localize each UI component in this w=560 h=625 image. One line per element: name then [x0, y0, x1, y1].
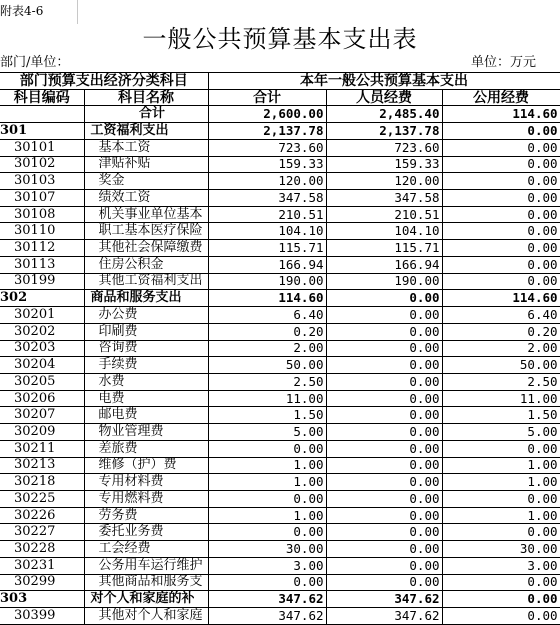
- code-cell: 30108: [0, 206, 84, 223]
- header-code: 科目编码: [0, 89, 84, 106]
- total-cell: 1.00: [208, 507, 326, 524]
- total-cell: 3.00: [208, 557, 326, 574]
- code-cell: 30204: [0, 357, 84, 374]
- code-cell: 30211: [0, 440, 84, 457]
- personnel-cell: 0.00: [326, 474, 442, 491]
- table-row: [0, 156, 560, 173]
- table-row: [0, 557, 560, 574]
- personnel-cell: 0.00: [326, 490, 442, 507]
- personnel-cell: 159.33: [326, 156, 442, 173]
- category-row: [0, 591, 560, 608]
- name-cell: 委托业务费: [84, 524, 208, 541]
- table-row: [0, 206, 560, 223]
- header-group-classification: 部门预算支出经济分类科目: [0, 73, 208, 89]
- code-cell: 30231: [0, 557, 84, 574]
- total-name-cell: 合计: [84, 106, 208, 123]
- personnel-cell: 0.00: [326, 524, 442, 541]
- table-row: [0, 440, 560, 457]
- total-cell: 1.00: [208, 474, 326, 491]
- public-cell: 1.00: [442, 457, 560, 474]
- public-cell: 0.00: [442, 223, 560, 240]
- name-cell: 住房公积金: [84, 256, 208, 273]
- table-row: [0, 190, 560, 207]
- name-cell: 劳务费: [84, 507, 208, 524]
- name-cell: 工资福利支出: [84, 123, 208, 140]
- table-row: [0, 256, 560, 273]
- total-cell: 120.00: [208, 173, 326, 190]
- code-cell: 30110: [0, 223, 84, 240]
- table-row: [0, 340, 560, 357]
- name-cell: 机关事业单位基本: [84, 206, 208, 223]
- personnel-cell: 0.00: [326, 574, 442, 591]
- code-cell: 30218: [0, 474, 84, 491]
- name-cell: 差旅费: [84, 440, 208, 457]
- personnel-cell: 210.51: [326, 206, 442, 223]
- personnel-cell: 0.00: [326, 323, 442, 340]
- total-cell: 723.60: [208, 139, 326, 156]
- header-name: 科目名称: [84, 89, 208, 106]
- category-row: [0, 123, 560, 140]
- total-cell: 114.60: [208, 290, 326, 307]
- name-cell: 专用燃料费: [84, 490, 208, 507]
- public-cell: 30.00: [442, 541, 560, 558]
- total-cell: 11.00: [208, 390, 326, 407]
- table-row: [0, 373, 560, 390]
- name-cell: 奖金: [84, 173, 208, 190]
- code-cell: 30101: [0, 139, 84, 156]
- name-cell: 职工基本医疗保险: [84, 223, 208, 240]
- code-cell: 302: [0, 290, 84, 307]
- total-cell: 30.00: [208, 541, 326, 558]
- personnel-cell: 0.00: [326, 290, 442, 307]
- public-cell: 0.00: [442, 206, 560, 223]
- table-row: [0, 407, 560, 424]
- name-cell: 专用材料费: [84, 474, 208, 491]
- header-public: 公用经费: [442, 89, 560, 106]
- table-row: [0, 574, 560, 591]
- name-cell: 其他社会保障缴费: [84, 240, 208, 257]
- table-row: [0, 273, 560, 290]
- code-cell: 30228: [0, 541, 84, 558]
- header-group-row: [0, 73, 560, 89]
- total-personnel-cell: 2,485.40: [326, 106, 442, 123]
- personnel-cell: 0.00: [326, 424, 442, 441]
- total-cell: 104.10: [208, 223, 326, 240]
- total-cell: 1.50: [208, 407, 326, 424]
- personnel-cell: 166.94: [326, 256, 442, 273]
- header-total: 合计: [208, 89, 326, 106]
- public-cell: 5.00: [442, 424, 560, 441]
- public-cell: 0.00: [442, 591, 560, 608]
- name-cell: 咨询费: [84, 340, 208, 357]
- code-cell: 30206: [0, 390, 84, 407]
- name-cell: 办公费: [84, 307, 208, 324]
- personnel-cell: 0.00: [326, 407, 442, 424]
- code-cell: 30113: [0, 256, 84, 273]
- header-group-basic-expenditure: 本年一般公共预算基本支出: [208, 73, 560, 89]
- personnel-cell: 347.62: [326, 608, 442, 625]
- name-cell: 其他对个人和家庭: [84, 608, 208, 625]
- name-cell: 维修（护）费: [84, 457, 208, 474]
- personnel-cell: 0.00: [326, 307, 442, 324]
- name-cell: 基本工资: [84, 139, 208, 156]
- code-cell: 30399: [0, 608, 84, 625]
- personnel-cell: 0.00: [326, 340, 442, 357]
- public-cell: 2.00: [442, 340, 560, 357]
- total-cell: 2.00: [208, 340, 326, 357]
- public-cell: 0.00: [442, 240, 560, 257]
- code-cell: 30207: [0, 407, 84, 424]
- table-row: [0, 223, 560, 240]
- code-cell: 30213: [0, 457, 84, 474]
- personnel-cell: 2,137.78: [326, 123, 442, 140]
- personnel-cell: 120.00: [326, 173, 442, 190]
- table-row: [0, 390, 560, 407]
- table-row: [0, 541, 560, 558]
- total-cell: 115.71: [208, 240, 326, 257]
- name-cell: 邮电费: [84, 407, 208, 424]
- personnel-cell: 190.00: [326, 273, 442, 290]
- name-cell: 印刷费: [84, 323, 208, 340]
- public-cell: 0.00: [442, 123, 560, 140]
- code-cell: 30202: [0, 323, 84, 340]
- total-cell: 0.20: [208, 323, 326, 340]
- personnel-cell: 0.00: [326, 557, 442, 574]
- total-cell: 0.00: [208, 440, 326, 457]
- table-row: [0, 323, 560, 340]
- personnel-cell: 0.00: [326, 440, 442, 457]
- name-cell: 对个人和家庭的补: [84, 591, 208, 608]
- personnel-cell: 0.00: [326, 390, 442, 407]
- total-cell: 347.62: [208, 591, 326, 608]
- personnel-cell: 723.60: [326, 139, 442, 156]
- category-row: [0, 290, 560, 307]
- unit-label: 单位：万元: [470, 55, 536, 70]
- code-cell: 30299: [0, 574, 84, 591]
- personnel-cell: 0.00: [326, 373, 442, 390]
- public-cell: 114.60: [442, 290, 560, 307]
- personnel-cell: 347.62: [326, 591, 442, 608]
- code-cell: 30227: [0, 524, 84, 541]
- public-cell: 0.00: [442, 190, 560, 207]
- public-cell: 11.00: [442, 390, 560, 407]
- name-cell: 商品和服务支出: [84, 290, 208, 307]
- header-column-row: [0, 89, 560, 106]
- public-cell: 0.00: [442, 156, 560, 173]
- public-cell: 0.00: [442, 524, 560, 541]
- public-cell: 0.00: [442, 273, 560, 290]
- attachment-label: 附表4-6: [0, 4, 44, 18]
- code-cell: 30107: [0, 190, 84, 207]
- personnel-cell: 347.58: [326, 190, 442, 207]
- public-cell: 0.20: [442, 323, 560, 340]
- code-cell: 30209: [0, 424, 84, 441]
- table-row: [0, 357, 560, 374]
- public-cell: 1.00: [442, 507, 560, 524]
- name-cell: 水费: [84, 373, 208, 390]
- department-label: 部门/单位：: [0, 55, 70, 70]
- public-cell: 0.00: [442, 173, 560, 190]
- grid-divider: [77, 0, 78, 24]
- table-row: [0, 490, 560, 507]
- name-cell: 其他商品和服务支: [84, 574, 208, 591]
- total-cell: 210.51: [208, 206, 326, 223]
- personnel-cell: 0.00: [326, 457, 442, 474]
- total-cell: 0.00: [208, 490, 326, 507]
- code-cell: 30226: [0, 507, 84, 524]
- total-cell: 347.58: [208, 190, 326, 207]
- table-row: [0, 524, 560, 541]
- code-cell: 30103: [0, 173, 84, 190]
- table-row: [0, 507, 560, 524]
- total-cell: 0.00: [208, 574, 326, 591]
- table-row: [0, 457, 560, 474]
- code-cell: 301: [0, 123, 84, 140]
- public-cell: 0.00: [442, 139, 560, 156]
- code-cell: 30225: [0, 490, 84, 507]
- name-cell: 公务用车运行维护: [84, 557, 208, 574]
- name-cell: 手续费: [84, 357, 208, 374]
- table-row: [0, 307, 560, 324]
- name-cell: 物业管理费: [84, 424, 208, 441]
- total-cell: 190.00: [208, 273, 326, 290]
- header-personnel: 人员经费: [326, 89, 442, 106]
- total-amount-cell: 2,600.00: [208, 106, 326, 123]
- public-cell: 50.00: [442, 357, 560, 374]
- table-row: [0, 240, 560, 257]
- table-row: [0, 139, 560, 156]
- code-cell: 30201: [0, 307, 84, 324]
- table-row: [0, 173, 560, 190]
- total-cell: 5.00: [208, 424, 326, 441]
- code-cell: 30102: [0, 156, 84, 173]
- public-cell: 6.40: [442, 307, 560, 324]
- code-cell: 30205: [0, 373, 84, 390]
- code-cell: 30112: [0, 240, 84, 257]
- public-cell: 1.00: [442, 474, 560, 491]
- budget-table: [0, 73, 560, 625]
- public-cell: 0.00: [442, 256, 560, 273]
- personnel-cell: 0.00: [326, 541, 442, 558]
- name-cell: 津贴补贴: [84, 156, 208, 173]
- public-cell: 2.50: [442, 373, 560, 390]
- total-cell: 50.00: [208, 357, 326, 374]
- public-cell: 0.00: [442, 574, 560, 591]
- personnel-cell: 0.00: [326, 507, 442, 524]
- total-code-cell: [0, 106, 84, 123]
- public-cell: 0.00: [442, 490, 560, 507]
- total-cell: 1.00: [208, 457, 326, 474]
- total-cell: 6.40: [208, 307, 326, 324]
- name-cell: 绩效工资: [84, 190, 208, 207]
- name-cell: 电费: [84, 390, 208, 407]
- personnel-cell: 0.00: [326, 357, 442, 374]
- code-cell: 30199: [0, 273, 84, 290]
- total-cell: 2,137.78: [208, 123, 326, 140]
- total-cell: 159.33: [208, 156, 326, 173]
- public-cell: 0.00: [442, 608, 560, 625]
- total-cell: 2.50: [208, 373, 326, 390]
- public-cell: 1.50: [442, 407, 560, 424]
- total-public-cell: 114.60: [442, 106, 560, 123]
- total-cell: 0.00: [208, 524, 326, 541]
- personnel-cell: 115.71: [326, 240, 442, 257]
- total-cell: 347.62: [208, 608, 326, 625]
- page-title: 一般公共预算基本支出表: [142, 25, 418, 53]
- table-row: [0, 608, 560, 625]
- name-cell: 工会经费: [84, 541, 208, 558]
- table-row: [0, 424, 560, 441]
- table-row: [0, 474, 560, 491]
- name-cell: 其他工资福利支出: [84, 273, 208, 290]
- public-cell: 0.00: [442, 440, 560, 457]
- code-cell: 30203: [0, 340, 84, 357]
- public-cell: 3.00: [442, 557, 560, 574]
- code-cell: 303: [0, 591, 84, 608]
- personnel-cell: 104.10: [326, 223, 442, 240]
- total-cell: 166.94: [208, 256, 326, 273]
- total-row: [0, 106, 560, 123]
